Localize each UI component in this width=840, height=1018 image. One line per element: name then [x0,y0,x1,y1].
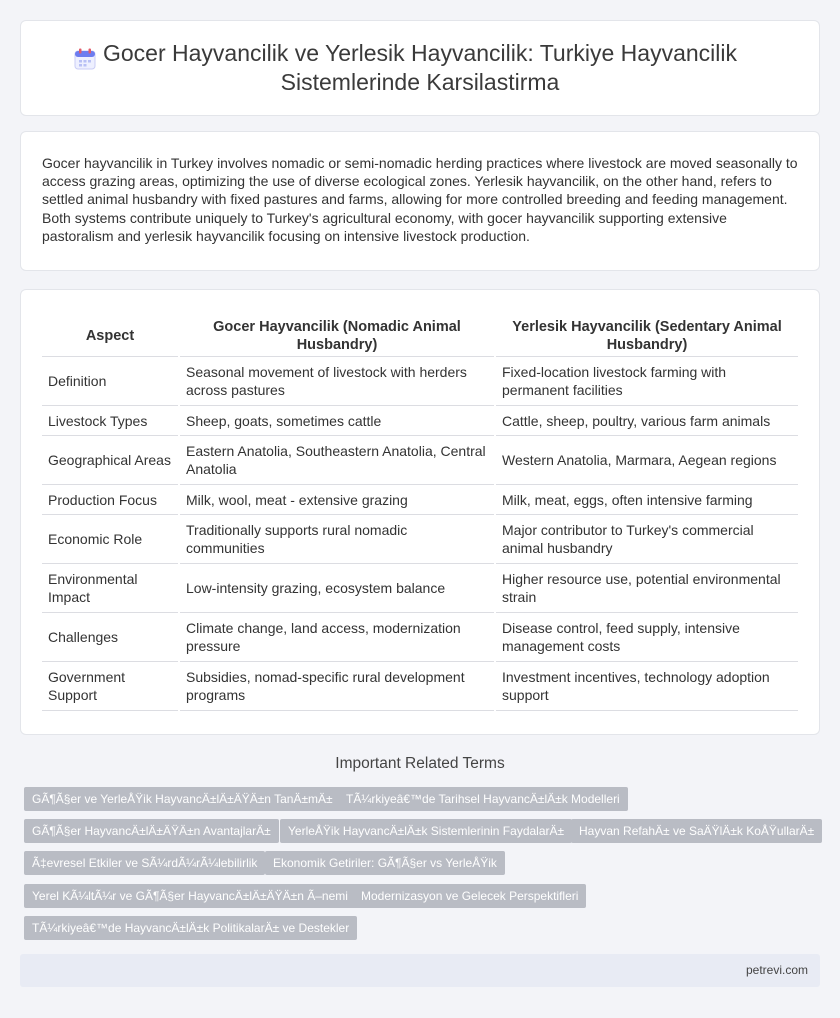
table-row [42,515,798,564]
row-gocer-value: Milk, wool, meat - extensive grazing [179,485,495,515]
intro-card [20,131,820,271]
header-gocer: Gocer Hayvancilik (Nomadic Animal Husbandry) [179,314,495,357]
related-term-tag[interactable]: YerleÅŸik HayvancÄ±lÄ±k Sistemlerinin FaydalarÄ± [280,819,572,843]
row-yerlesik-value: Western Anatolia, Marmara, Aegean regions [495,436,798,485]
table-row [42,662,798,711]
related-terms-title: Important Related Terms [335,755,505,772]
table-row [42,613,798,662]
row-gocer-value: Traditionally supports rural nomadic communities [179,515,495,564]
footer-site-link[interactable]: petrevi.com [745,963,808,977]
row-yerlesik-value: Cattle, sheep, poultry, various farm animals [495,406,798,436]
table-row [42,485,798,515]
row-aspect: Economic Role [42,515,179,564]
comparison-table-card [20,289,820,735]
row-yerlesik-value: Disease control, feed supply, intensive management costs [495,613,798,662]
related-term-tag[interactable]: Ã‡evresel Etkiler ve SÃ¼rdÃ¼rÃ¼lebilirlik [24,851,265,875]
related-term-tag[interactable]: Hayvan RefahÄ± ve SaÄŸlÄ±k KoÅŸullarÄ± [571,819,822,843]
row-yerlesik-value: Major contributor to Turkey's commercial animal husbandry [495,515,798,564]
related-term-tag[interactable]: GÃ¶Ã§er ve YerleÅŸik HayvancÄ±lÄ±ÄŸÄ±n TanÄ±mÄ± [24,787,341,811]
table-row [42,406,798,436]
table-header-row [42,314,798,357]
row-gocer-value: Subsidies, nomad-specific rural development programs [179,662,495,711]
related-term-tag[interactable]: Yerel KÃ¼ltÃ¼r ve GÃ¶Ã§er HayvancÄ±lÄ±ÄŸÄ±n Ã–nemi [24,884,356,908]
row-yerlesik-value: Fixed-location livestock farming with permanent facilities [495,357,798,406]
row-yerlesik-value: Milk, meat, eggs, often intensive farming [495,485,798,515]
header-yerlesik: Yerlesik Hayvancilik (Sedentary Animal Husbandry) [495,314,798,357]
row-aspect: Government Support [42,662,179,711]
comparison-table [42,314,798,711]
page-title: Gocer Hayvancilik ve Yerlesik Hayvancilik: Turkiye Hayvancilik Sistemlerinde Karsilastirma [102,40,737,95]
header-aspect: Aspect [42,314,179,357]
related-term-tag[interactable]: GÃ¶Ã§er HayvancÄ±lÄ±ÄŸÄ±n AvantajlarÄ± [24,819,279,843]
intro-paragraph: Gocer hayvancilik in Turkey involves nomadic or semi-nomadic herding practices where livestock are moved seasonally to access grazing areas, optimizing the use of diverse ecological zones. Yerlesik hayvancilik, on the other hand, refers to settled animal husbandry with fixed pastures and farms, allowing for more controlled breeding and feeding management. Both systems contribute uniquely to Turkey's agricultural economy, with gocer hayvancilik supporting extensive pastoralism and yerlesik hayvancilik focusing on intensive livestock production. [42,155,798,244]
row-gocer-value: Eastern Anatolia, Southeastern Anatolia, Central Anatolia [179,436,495,485]
row-aspect: Livestock Types [42,406,179,436]
row-aspect: Environmental Impact [42,564,179,613]
row-yerlesik-value: Higher resource use, potential environmental strain [495,564,798,613]
row-gocer-value: Sheep, goats, sometimes cattle [179,406,495,436]
row-aspect: Production Focus [42,485,179,515]
row-aspect: Challenges [42,613,179,662]
row-gocer-value: Climate change, land access, modernization pressure [179,613,495,662]
row-aspect: Definition [42,357,179,406]
row-yerlesik-value: Investment incentives, technology adoption support [495,662,798,711]
table-row [42,357,798,406]
table-row [42,564,798,613]
related-term-tag[interactable]: Modernizasyon ve Gelecek Perspektifleri [353,884,586,908]
related-term-tag[interactable]: TÃ¼rkiyeâ€™de HayvancÄ±lÄ±k PolitikalarÄ± ve Destekler [24,916,357,940]
header-card [20,20,820,116]
related-term-tag[interactable]: Ekonomik Getiriler: GÃ¶Ã§er vs YerleÅŸik [265,851,505,875]
related-term-tag[interactable]: TÃ¼rkiyeâ€™de Tarihsel HayvancÄ±lÄ±k Modelleri [338,787,628,811]
footer [20,954,820,987]
row-aspect: Geographical Areas [42,436,179,485]
table-row [42,436,798,485]
row-gocer-value: Seasonal movement of livestock with herders across pastures [179,357,495,406]
row-gocer-value: Low-intensity grazing, ecosystem balance [179,564,495,613]
